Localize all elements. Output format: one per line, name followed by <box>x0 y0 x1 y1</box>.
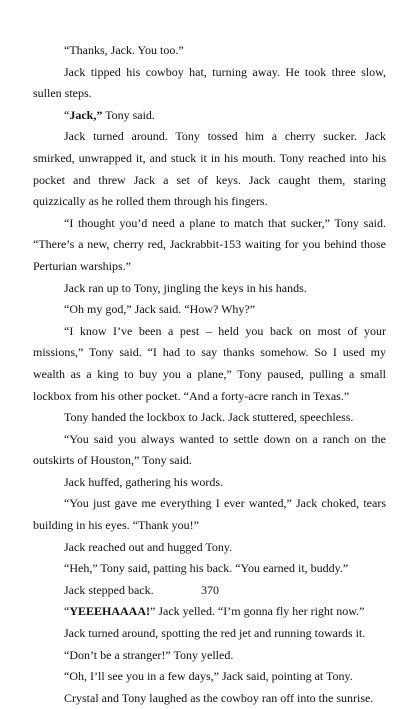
paragraph <box>33 213 386 278</box>
text-segment: “Oh, I’ll see you in a few days,” Jack said, pointing at Tony. <box>64 669 353 684</box>
text-segment: Tony said. <box>102 107 155 122</box>
paragraph <box>33 278 386 300</box>
text-segment: Jack reached out and hugged Tony. <box>64 539 233 554</box>
text-segment: “You said you always wanted to settle down on a ranch on the outskirts of Houston,” Tony said. <box>33 431 386 468</box>
paragraph <box>33 407 386 429</box>
bold-text: Jack,” <box>69 107 103 122</box>
paragraph <box>33 666 386 688</box>
text-segment: Jack stepped back. <box>64 582 154 597</box>
paragraph <box>33 623 386 645</box>
paragraph <box>33 493 386 536</box>
text-segment: “ <box>64 604 70 619</box>
paragraph <box>33 645 386 667</box>
paragraph <box>33 321 386 407</box>
text-segment: “I thought you’d need a plane to match that sucker,” Tony said. “There’s a new, cherry red, Jackrabbit-153 waiting for you behind those Perturian warships.” <box>33 215 386 273</box>
paragraph <box>33 40 386 62</box>
text-segment: Jack turned around, spotting the red jet and running towards it. <box>64 626 366 641</box>
text-segment: “Oh my god,” Jack said. “How? Why?” <box>64 302 256 317</box>
text-segment: Tony handed the lockbox to Jack. Jack stuttered, speechless. <box>64 410 354 425</box>
paragraph <box>33 558 386 580</box>
body-text <box>33 40 386 709</box>
text-segment: Crystal and Tony laughed as the cowboy ran off into the sunrise. <box>64 690 374 705</box>
paragraph <box>33 62 386 105</box>
paragraph <box>33 688 386 709</box>
text-segment: “ <box>64 107 70 122</box>
text-segment: Jack huffed, gathering his words. <box>64 474 224 489</box>
text-segment: “Don’t be a stranger!” Tony yelled. <box>64 647 234 662</box>
text-segment: “Heh,” Tony said, patting his back. “You earned it, buddy.” <box>64 561 349 576</box>
text-segment: Jack turned around. Tony tossed him a cherry sucker. Jack smirked, unwrapped it, and stuck it in his mouth. Tony reached into his pocket and threw Jack a set of keys. Jack caught them, staring quizzically as he rolled them through his fingers. <box>33 129 386 209</box>
text-segment: “Thanks, Jack. You too.” <box>64 43 184 57</box>
bold-text: YEEEHAAAA! <box>69 604 150 619</box>
text-segment: Jack tipped his cowboy hat, turning away. He took three slow, sullen steps. <box>33 64 386 101</box>
paragraph <box>33 472 386 494</box>
page-number: 370 <box>201 583 219 597</box>
text-segment: Jack ran up to Tony, jingling the keys in his hands. <box>64 280 307 295</box>
text-segment: ” Jack yelled. “I’m gonna fly her right now.” <box>150 604 365 619</box>
text-segment: “You just gave me everything I ever wanted,” Jack choked, tears building in his eyes. “Thank you!” <box>33 496 386 533</box>
paragraph <box>33 299 386 321</box>
paragraph <box>33 537 386 559</box>
paragraph <box>33 105 386 127</box>
paragraph <box>33 601 386 623</box>
paragraph <box>33 126 386 212</box>
text-segment: “I know I’ve been a pest – held you back on most of your missions,” Tony said. “I had to say thanks somehow. So I used my wealth as a king to buy you a plane,” Tony paused, pulling a small lockbox from his other pocket. “And a forty-acre ranch in Texas.” <box>33 323 386 403</box>
paragraph <box>33 429 386 472</box>
